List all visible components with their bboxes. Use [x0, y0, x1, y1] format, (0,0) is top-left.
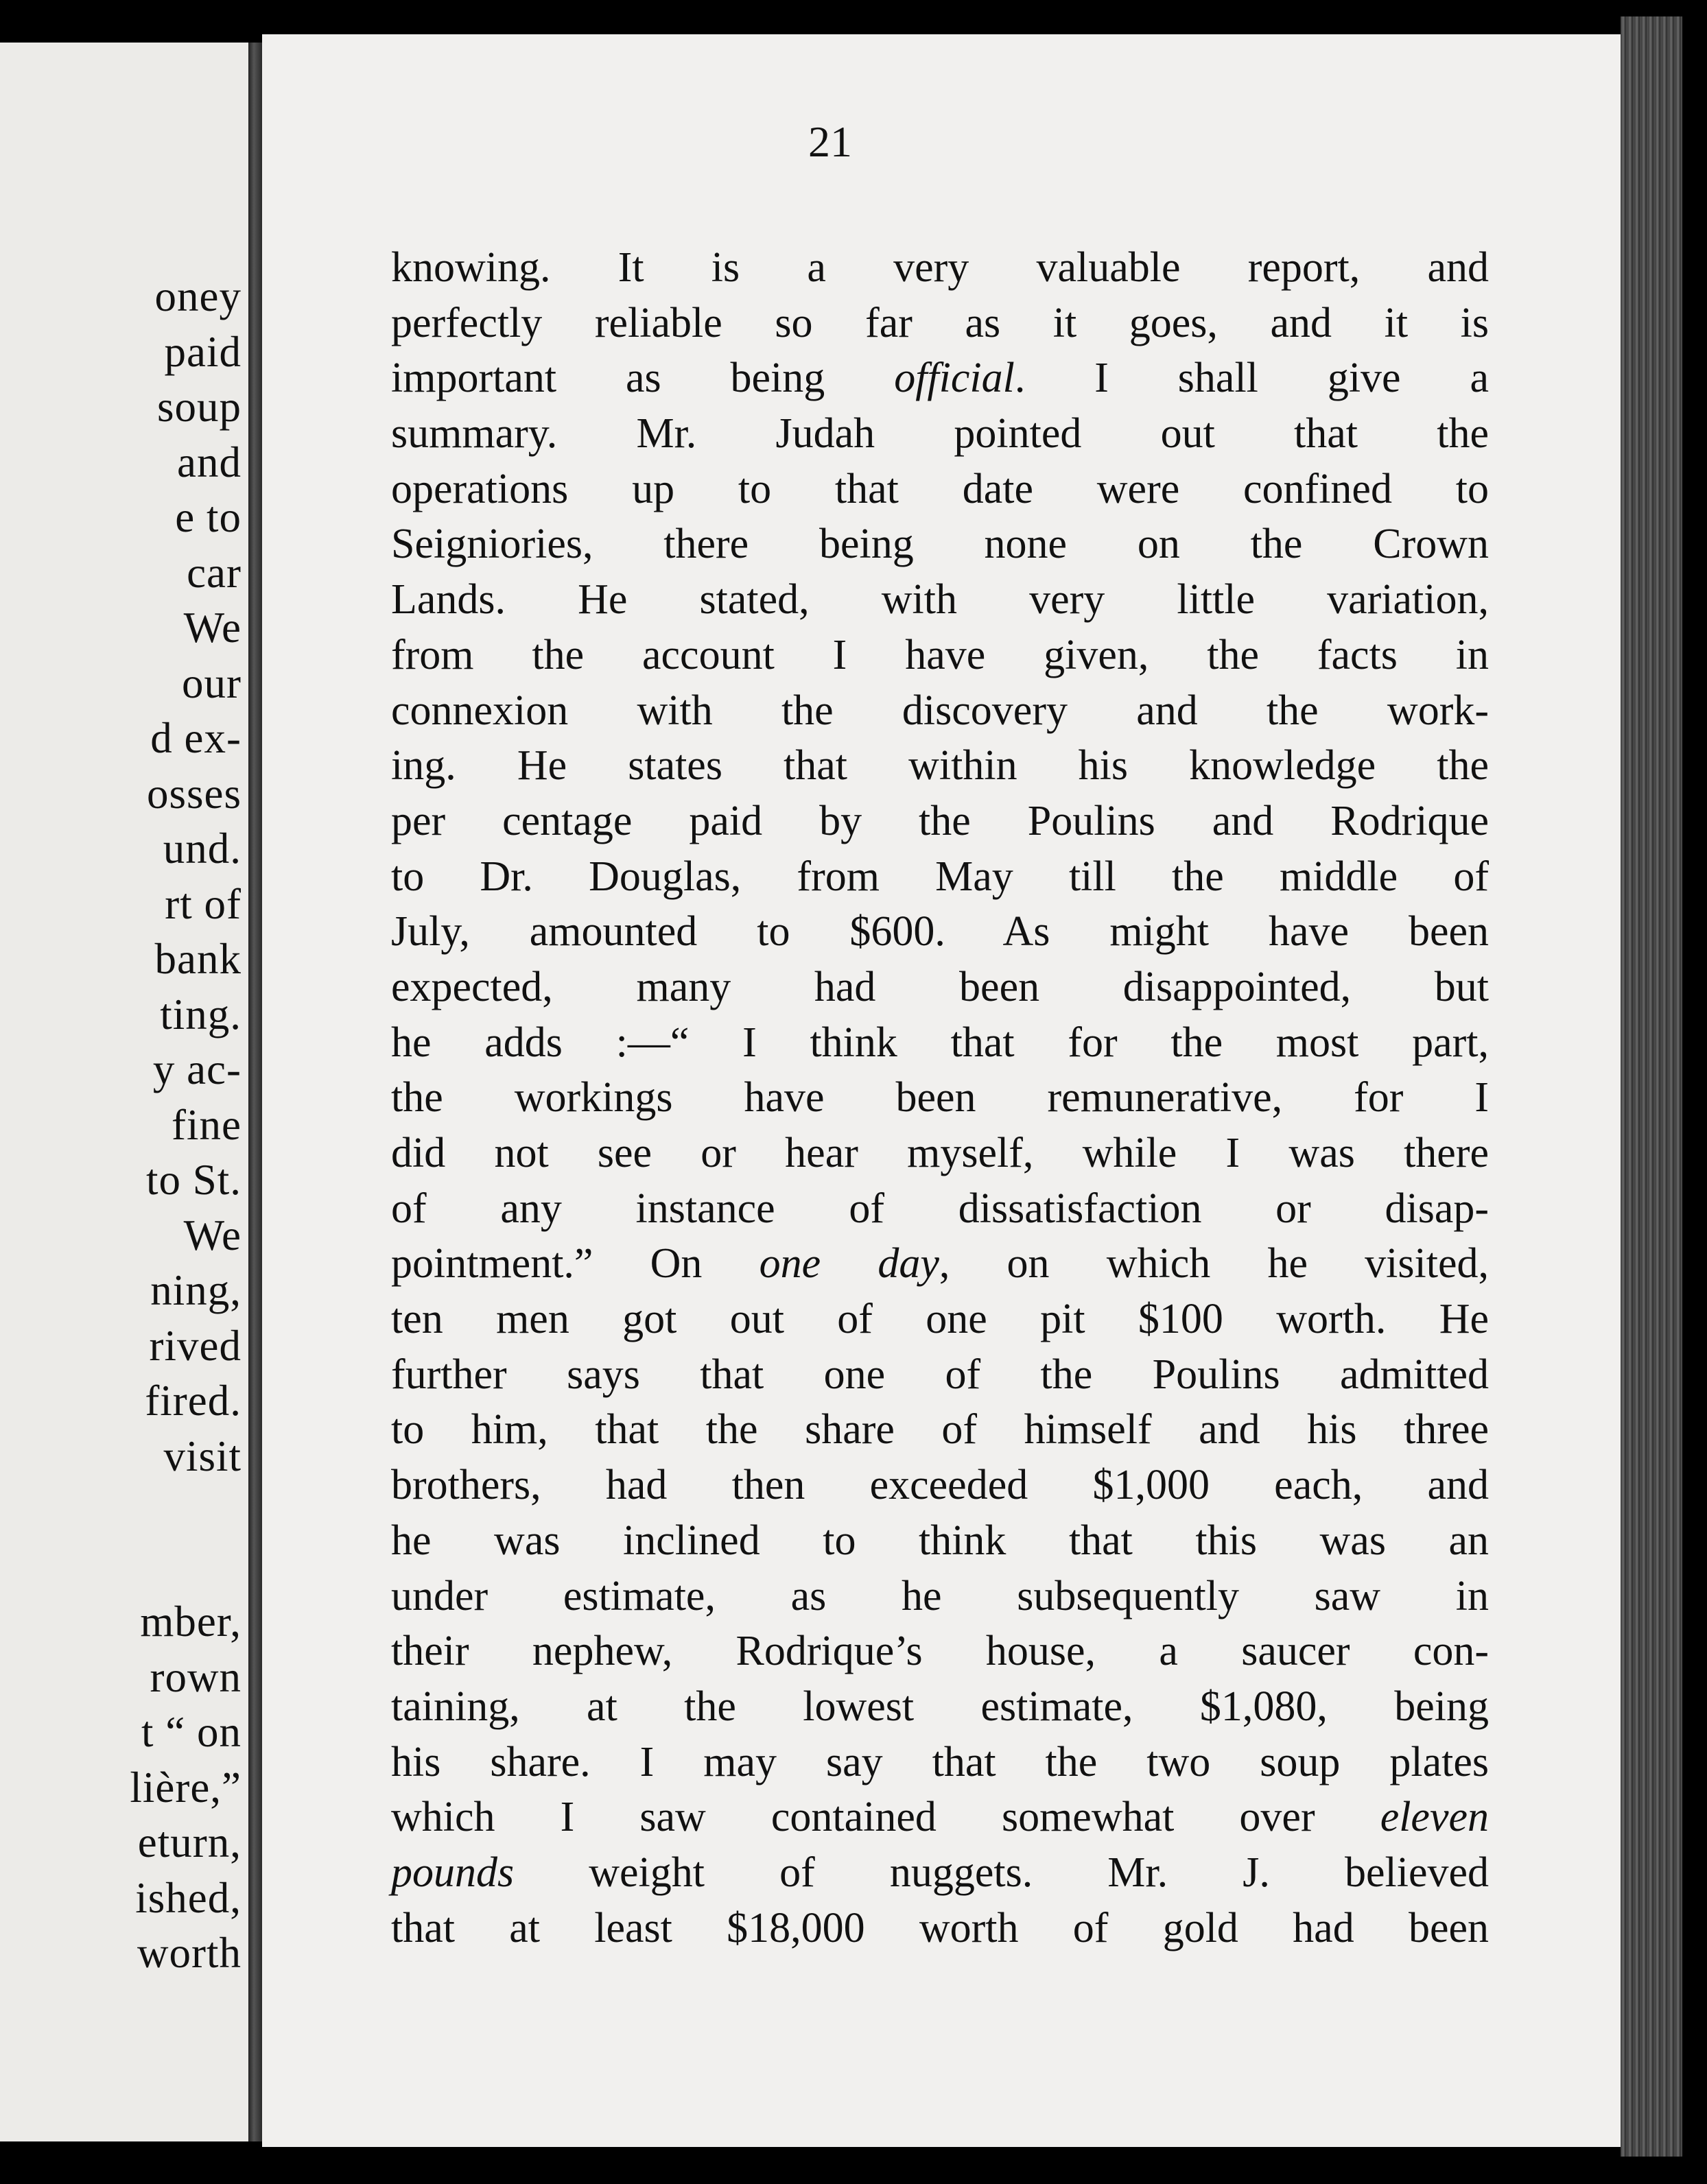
left-line: y ac-	[152, 1045, 242, 1093]
text-line: knowing. It is a very valuable report, and	[391, 244, 1489, 291]
left-line: t “ on	[141, 1708, 242, 1756]
text-line: further says that one of the Poulins admitted	[391, 1351, 1489, 1398]
text-line: to Dr. Douglas, from May till the middle of	[391, 853, 1489, 900]
left-line: eturn,	[137, 1818, 242, 1866]
left-line: mber,	[140, 1598, 242, 1646]
left-line: We	[183, 1211, 242, 1259]
left-line: ning,	[150, 1266, 242, 1314]
left-line: osses	[146, 769, 242, 818]
page-number	[262, 117, 1621, 167]
left-line	[130, 1484, 242, 1539]
text-line: Lands. He stated, with very little variation,	[391, 576, 1489, 624]
left-line: und.	[163, 824, 242, 873]
left-line: fine	[172, 1100, 242, 1149]
text-line: he adds :—“ I think that for the most part,	[391, 1019, 1489, 1066]
left-line: and	[177, 438, 242, 486]
left-line: our	[182, 658, 242, 707]
book-gutter	[248, 43, 262, 2141]
left-line: car	[187, 548, 242, 597]
text-line: taining, at the lowest estimate, $1,080, being	[391, 1683, 1489, 1730]
left-line: d ex-	[150, 714, 242, 762]
left-line: fired.	[145, 1377, 242, 1425]
text-line: ing. He states that within his knowledge the	[391, 742, 1489, 790]
left-line: worth	[137, 1929, 242, 1977]
body-text	[391, 240, 1489, 1956]
left-page-text	[130, 269, 242, 1981]
left-line: ished,	[135, 1873, 242, 1922]
left-line: rown	[150, 1652, 242, 1701]
text-line: perfectly reliable so far as it goes, and it is	[391, 299, 1489, 346]
text-line: ten men got out of one pit $100 worth. He	[391, 1296, 1489, 1343]
text-line: operations up to that date were confined to	[391, 465, 1489, 512]
text-line: his share. I may say that the two soup plates	[391, 1738, 1489, 1785]
left-line: lière,”	[130, 1763, 242, 1812]
left-line	[130, 1539, 242, 1595]
text-line: per centage paid by the Poulins and Rodrique	[391, 797, 1489, 844]
left-line: e to	[175, 493, 242, 541]
page-number-label: 21	[808, 117, 852, 166]
text-line: under estimate, as he subsequently saw in	[391, 1572, 1489, 1619]
text-line: of any instance of dissatisfaction or disap-	[391, 1185, 1489, 1232]
left-line: rived	[149, 1321, 242, 1370]
text-line: pointment.” On one day, on which he visited,	[391, 1240, 1489, 1287]
text-line: their nephew, Rodrique’s house, a saucer con-	[391, 1628, 1489, 1675]
text-line: which I saw contained somewhat over eleven	[391, 1794, 1489, 1841]
left-line: ting.	[160, 990, 242, 1038]
left-line: rt of	[165, 879, 242, 928]
text-line: important as being official. I shall give a	[391, 355, 1489, 402]
left-line: soup	[156, 383, 242, 431]
left-line: visit	[163, 1432, 242, 1480]
left-line: paid	[164, 327, 242, 376]
text-line: to him, that the share of himself and his three	[391, 1406, 1489, 1453]
text-line: July, amounted to $600. As might have been	[391, 908, 1489, 956]
text-line: summary. Mr. Judah pointed out that the	[391, 410, 1489, 458]
text-line: expected, many had been disappointed, but	[391, 963, 1489, 1010]
text-line: the workings have been remunerative, for I	[391, 1074, 1489, 1121]
text-line: connexion with the discovery and the work-	[391, 687, 1489, 734]
left-line: We	[183, 604, 242, 652]
text-line: did not see or hear myself, while I was there	[391, 1130, 1489, 1176]
left-line: to St.	[145, 1156, 242, 1204]
right-page	[262, 34, 1621, 2147]
text-line: from the account I have given, the facts in	[391, 631, 1489, 678]
page-stack-edge	[1621, 16, 1682, 2157]
text-line: he was inclined to think that this was an	[391, 1517, 1489, 1564]
text-line: Seigniories, there being none on the Crown	[391, 521, 1489, 568]
text-line: that at least $18,000 worth of gold had been	[391, 1904, 1489, 1951]
left-page-fragment	[0, 43, 248, 2141]
text-line: brothers, had then exceeded $1,000 each, and	[391, 1462, 1489, 1509]
text-line: pounds weight of nuggets. Mr. J. believed	[391, 1849, 1489, 1896]
left-line: oney	[154, 272, 242, 320]
left-line: bank	[154, 935, 242, 983]
